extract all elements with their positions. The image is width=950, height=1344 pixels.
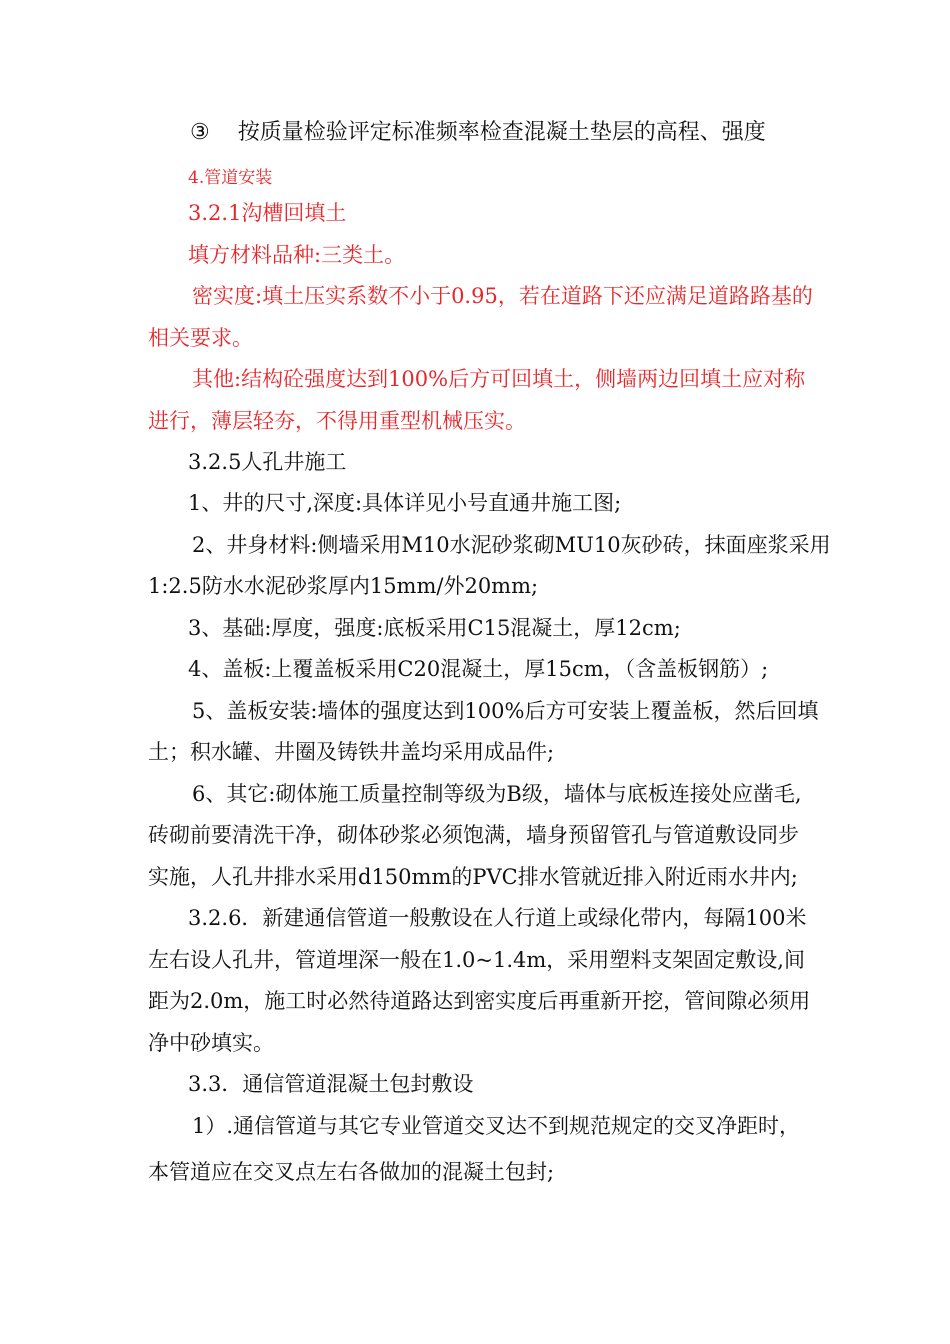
manhole-item-3: 3、基础:厚度，强度:底板采用C15混凝土，厚12cm; xyxy=(188,616,681,640)
section-3-2-6-line-1: 3.2.6．新建通信管道一般敷设在人行道上或绿化带内，每隔100米 xyxy=(188,906,807,930)
section-heading-3-2-1: 3.2.1沟槽回填土 xyxy=(188,201,347,225)
section-3-2-6-line-3: 距为2.0m，施工时必然待道路达到密实度后再重新开挖，管间隙必须用 xyxy=(148,989,811,1013)
manhole-item-6-line-3: 实施，人孔井排水采用d150mm的PVC排水管就近排入附近雨水井内; xyxy=(148,865,798,889)
check-item-3-text: 按质量检验评定标准频率检查混凝土垫层的高程、强度 xyxy=(237,120,766,145)
other-line-2: 进行，薄层轻夯，不得用重型机械压实。 xyxy=(148,409,526,433)
encasement-item-1-line-1: 1）.通信管道与其它专业管道交叉达不到规范规定的交叉净距时， xyxy=(192,1114,801,1138)
encasement-item-1-line-2: 本管道应在交叉点左右各做加的混凝土包封; xyxy=(148,1160,555,1184)
circled-number-marker: ③ xyxy=(190,120,210,145)
section-3-2-6-line-4: 净中砂填实。 xyxy=(148,1031,274,1055)
manhole-item-1: 1、井的尺寸,深度:具体详见小号直通井施工图; xyxy=(188,491,622,515)
compaction-line-1: 密实度:填土压实系数不小于0.95，若在道路下还应满足道路路基的 xyxy=(192,284,813,308)
manhole-item-2-line-2: 1:2.5防水水泥砂浆厚内15mm/外20mm; xyxy=(148,574,539,598)
manhole-item-2-line-1: 2、井身材料:侧墙采用M10水泥砂浆砌MU10灰砂砖，抹面座浆采用 xyxy=(192,533,831,557)
section-heading-3-3: 3.3．通信管道混凝土包封敷设 xyxy=(188,1072,474,1096)
section-3-2-6-line-2: 左右设人孔井，管道埋深一般在1.0~1.4m，采用塑料支架固定敷设,间 xyxy=(148,948,805,972)
manhole-item-4: 4、盖板:上覆盖板采用C20混凝土，厚15cm，（含盖板钢筋）; xyxy=(188,657,769,681)
section-heading-3-2-5: 3.2.5人孔井施工 xyxy=(188,450,347,474)
manhole-item-6-line-1: 6、其它:砌体施工质量控制等级为B级，墙体与底板连接处应凿毛, xyxy=(192,782,802,806)
compaction-line-2: 相关要求。 xyxy=(148,326,253,350)
check-item-3 xyxy=(190,122,766,144)
fill-material-line: 填方材料品种:三类土。 xyxy=(188,243,406,267)
section-heading-pipe-installation: 4.管道安装 xyxy=(188,168,273,188)
manhole-item-6-line-2: 砖砌前要清洗干净，砌体砂浆必须饱满，墙身预留管孔与管道敷设同步 xyxy=(148,823,799,847)
manhole-item-5-line-1: 5、盖板安装:墙体的强度达到100%后方可安装上覆盖板，然后回填 xyxy=(192,699,819,723)
manhole-item-5-line-2: 土；积水罐、井圈及铸铁井盖均采用成品件; xyxy=(148,740,555,764)
other-line-1: 其他:结构砼强度达到100%后方可回填土，侧墙两边回填土应对称 xyxy=(192,367,806,391)
